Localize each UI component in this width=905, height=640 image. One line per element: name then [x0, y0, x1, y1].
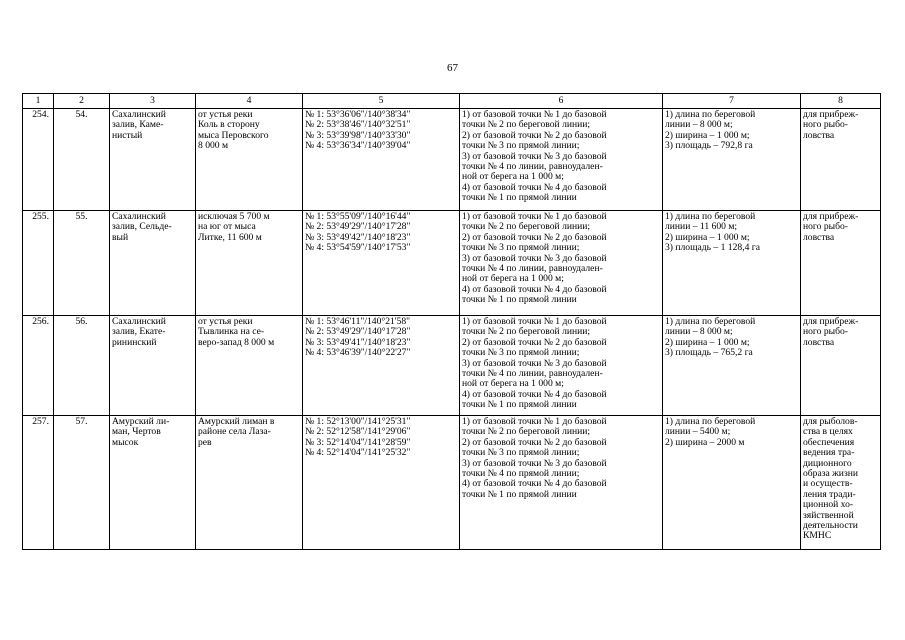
cell-line: ловства: [803, 129, 835, 141]
cell-line: Амурский ли-: [112, 416, 170, 427]
cell-line: № 1: 53°46'11"/140°21'58": [305, 316, 411, 327]
boundary-description-cell: [196, 109, 303, 211]
cell-line: 1) длина по береговой: [665, 211, 756, 222]
cell-line: образа жизни: [803, 468, 859, 480]
cell-line: ного рыбо-: [803, 326, 848, 338]
cell-line: 1) от базовой точки № 1 до базовой: [462, 109, 607, 120]
cell-line: точки № 4 по линии, равноудален-: [462, 161, 603, 173]
cell-line: для прибреж-: [803, 316, 859, 327]
cell-line: 1) от базовой точки № 1 до базовой: [462, 211, 607, 222]
cell-line: 3) от базовой точки № 3 до базовой: [462, 252, 607, 264]
cell-line: 3) площадь – 765,2 га: [665, 347, 753, 359]
dimensions-cell: [663, 316, 801, 416]
cell-line: 2) от базовой точки № 2 до базовой: [462, 231, 607, 243]
purpose-cell: [801, 416, 881, 550]
cell-line: от устья реки: [198, 109, 253, 120]
cell-line: точки № 3 по прямой линии;: [462, 140, 580, 152]
cell-line: точки № 1 по прямой линии: [462, 294, 577, 306]
cell-line: 2) ширина – 2000 м: [665, 436, 745, 448]
cell-line: исключая 5 700 м: [198, 211, 270, 222]
cell-line: ловства: [803, 336, 835, 348]
cell-line: обеспечения: [803, 436, 855, 448]
coordinates-cell: [303, 109, 460, 211]
area-name-cell: [110, 211, 196, 316]
header-cell: 1: [23, 94, 54, 109]
cell-line: 3) от базовой точки № 3 до базовой: [462, 150, 607, 162]
cell-line: 1) длина по береговой: [665, 109, 756, 120]
cell-line: линии – 11 600 м;: [665, 221, 738, 233]
cell-line: линии – 5400 м;: [665, 426, 731, 438]
cell-line: № 2: 53°49'29"/140°17'28": [305, 221, 411, 233]
cell-line: ного рыбо-: [803, 221, 848, 233]
row-number-cell: 254.: [23, 109, 54, 211]
boundary-description-cell: [196, 316, 303, 416]
cell-line: точки № 2 по береговой линии;: [462, 119, 591, 131]
header-cell: 4: [196, 94, 303, 109]
cell-line: линии – 8 000 м;: [665, 326, 733, 338]
cell-line: точки № 4 по линии, равноудален-: [462, 263, 603, 275]
cell-line: № 4: 53°46'39"/140°22'27": [305, 347, 411, 359]
cell-line: залив, Екате-: [112, 326, 166, 338]
cell-line: точки № 4 по линии, равноудален-: [462, 368, 603, 380]
cell-line: ционной хо-: [803, 499, 854, 511]
cell-line: 2) ширина – 1 000 м;: [665, 129, 750, 141]
cell-line: точки № 4 по прямой линии;: [462, 468, 580, 480]
table-row: [23, 211, 881, 316]
cell-line: № 2: 53°49'29"/140°17'28": [305, 326, 411, 338]
purpose-cell: [801, 211, 881, 316]
row-number-cell: 257.: [23, 416, 54, 550]
coordinates-cell: [303, 316, 460, 416]
boundary-lines-cell: [460, 316, 663, 416]
cell-line: вый: [112, 231, 129, 243]
purpose-cell: [801, 109, 881, 211]
cell-line: ства в целях: [803, 426, 853, 438]
cell-line: точки № 1 по прямой линии: [462, 192, 577, 204]
cell-line: деятельности: [803, 520, 858, 532]
cell-line: № 4: 52°14'04"/141°25'32": [305, 447, 411, 459]
cell-line: рев: [198, 436, 212, 448]
coordinates-cell: [303, 211, 460, 316]
cell-line: точки № 3 по прямой линии;: [462, 347, 580, 359]
cell-line: 2) от базовой точки № 2 до базовой: [462, 336, 607, 348]
cell-line: 1) от базовой точки № 1 до базовой: [462, 416, 607, 427]
cell-line: № 4: 53°36'34"/140°39'04": [305, 140, 411, 152]
cell-line: линии – 8 000 м;: [665, 119, 733, 131]
boundary-description-cell: [196, 416, 303, 550]
header-cell: 5: [303, 94, 460, 109]
cell-line: точки № 2 по береговой линии;: [462, 426, 591, 438]
cell-line: точки № 1 по прямой линии: [462, 488, 577, 500]
area-name-cell: [110, 416, 196, 550]
cell-line: 8 000 м: [198, 140, 229, 152]
cell-line: Амурский лиман в: [198, 416, 275, 427]
cell-line: № 3: 53°49'41"/140°18'23": [305, 336, 411, 348]
cell-line: 4) от базовой точки № 4 до базовой: [462, 388, 607, 400]
area-name-cell: [110, 316, 196, 416]
cell-line: № 1: 52°13'00"/141°25'31": [305, 416, 411, 427]
cell-line: 1) от базовой точки № 1 до базовой: [462, 316, 607, 327]
cell-line: мыса Перовского: [198, 129, 269, 141]
cell-line: точки № 2 по береговой линии;: [462, 221, 591, 233]
boundary-lines-cell: [460, 211, 663, 316]
cell-line: 2) от базовой точки № 2 до базовой: [462, 129, 607, 141]
cell-line: 4) от базовой точки № 4 до базовой: [462, 181, 607, 193]
cell-line: 3) площадь – 792,8 га: [665, 140, 753, 152]
header-cell: 6: [460, 94, 663, 109]
fishing-areas-table: [22, 93, 881, 550]
cell-line: точки № 3 по прямой линии;: [462, 242, 580, 254]
cell-line: Коль в сторону: [198, 119, 260, 131]
cell-line: нистый: [112, 129, 143, 141]
cell-line: мысок: [112, 436, 139, 448]
cell-line: № 2: 53°38'46"/140°32'51": [305, 119, 411, 131]
page-number: 67: [447, 62, 458, 74]
cell-line: ного рыбо-: [803, 119, 848, 131]
cell-line: № 1: 53°36'06"/140°38'34": [305, 109, 411, 120]
cell-line: Сахалинский: [112, 211, 166, 222]
cell-line: точки № 2 по береговой линии;: [462, 326, 591, 338]
cell-line: № 1: 53°55'09"/140°16'44": [305, 211, 411, 222]
cell-line: залив, Каме-: [112, 119, 164, 131]
table-row: [23, 416, 881, 550]
cell-line: от устья реки: [198, 316, 253, 327]
header-row: [23, 94, 881, 109]
cell-line: 1) длина по береговой: [665, 416, 756, 427]
cell-line: 2) ширина – 1 000 м;: [665, 231, 750, 243]
cell-line: № 3: 53°39'98"/140°33'30": [305, 129, 411, 141]
cell-line: 1) длина по береговой: [665, 316, 756, 327]
cell-line: для прибреж-: [803, 109, 859, 120]
sub-number-cell: 57.: [54, 416, 110, 550]
cell-line: № 4: 53°54'59"/140°17'53": [305, 242, 411, 254]
cell-line: 3) площадь – 1 128,4 га: [665, 242, 760, 254]
cell-line: рининский: [112, 336, 157, 348]
sub-number-cell: 54.: [54, 109, 110, 211]
cell-line: 4) от базовой точки № 4 до базовой: [462, 478, 607, 490]
cell-line: 2) ширина – 1 000 м;: [665, 336, 750, 348]
cell-line: для прибреж-: [803, 211, 859, 222]
table-row: [23, 316, 881, 416]
cell-line: на юг от мыса: [198, 221, 256, 233]
header-cell: 7: [663, 94, 801, 109]
dimensions-cell: [663, 211, 801, 316]
cell-line: № 2: 52°12'58"/141°29'06": [305, 426, 411, 438]
cell-line: ной от берега на 1 000 м;: [462, 171, 564, 183]
header-cell: 8: [801, 94, 881, 109]
cell-line: ведения тра-: [803, 447, 855, 459]
cell-line: № 3: 52°14'04"/141°28'59": [305, 436, 411, 448]
purpose-cell: [801, 316, 881, 416]
dimensions-cell: [663, 416, 801, 550]
cell-line: 3) от базовой точки № 3 до базовой: [462, 357, 607, 369]
cell-line: 2) от базовой точки № 2 до базовой: [462, 436, 607, 448]
row-number-cell: 255.: [23, 211, 54, 316]
cell-line: № 3: 53°49'42"/140°18'23": [305, 231, 411, 243]
cell-line: Тывлинка на се-: [198, 326, 265, 338]
boundary-lines-cell: [460, 109, 663, 211]
cell-line: ной от берега на 1 000 м;: [462, 378, 564, 390]
header-cell: 3: [110, 94, 196, 109]
cell-line: точки № 3 по прямой линии;: [462, 447, 580, 459]
sub-number-cell: 55.: [54, 211, 110, 316]
cell-line: диционного: [803, 457, 852, 469]
cell-line: зяйственной: [803, 509, 854, 521]
sub-number-cell: 56.: [54, 316, 110, 416]
cell-line: Литке, 11 600 м: [198, 231, 262, 243]
cell-line: 3) от базовой точки № 3 до базовой: [462, 457, 607, 469]
cell-line: Сахалинский: [112, 316, 166, 327]
header-cell: 2: [54, 94, 110, 109]
cell-line: 4) от базовой точки № 4 до базовой: [462, 283, 607, 295]
cell-line: ман, Чертов: [112, 426, 161, 438]
table-row: [23, 109, 881, 211]
cell-line: ной от берега на 1 000 м;: [462, 273, 564, 285]
cell-line: залив, Сельде-: [112, 221, 172, 233]
cell-line: ловства: [803, 231, 835, 243]
dimensions-cell: [663, 109, 801, 211]
cell-line: веро-запад 8 000 м: [198, 336, 275, 348]
boundary-lines-cell: [460, 416, 663, 550]
coordinates-cell: [303, 416, 460, 550]
boundary-description-cell: [196, 211, 303, 316]
cell-line: КМНС: [803, 530, 832, 542]
cell-line: точки № 1 по прямой линии: [462, 399, 577, 411]
cell-line: ления тради-: [803, 488, 856, 500]
row-number-cell: 256.: [23, 316, 54, 416]
cell-line: для рыболов-: [803, 416, 858, 427]
cell-line: и осуществ-: [803, 478, 853, 490]
cell-line: Сахалинский: [112, 109, 166, 120]
area-name-cell: [110, 109, 196, 211]
cell-line: районе села Лаза-: [198, 426, 271, 438]
